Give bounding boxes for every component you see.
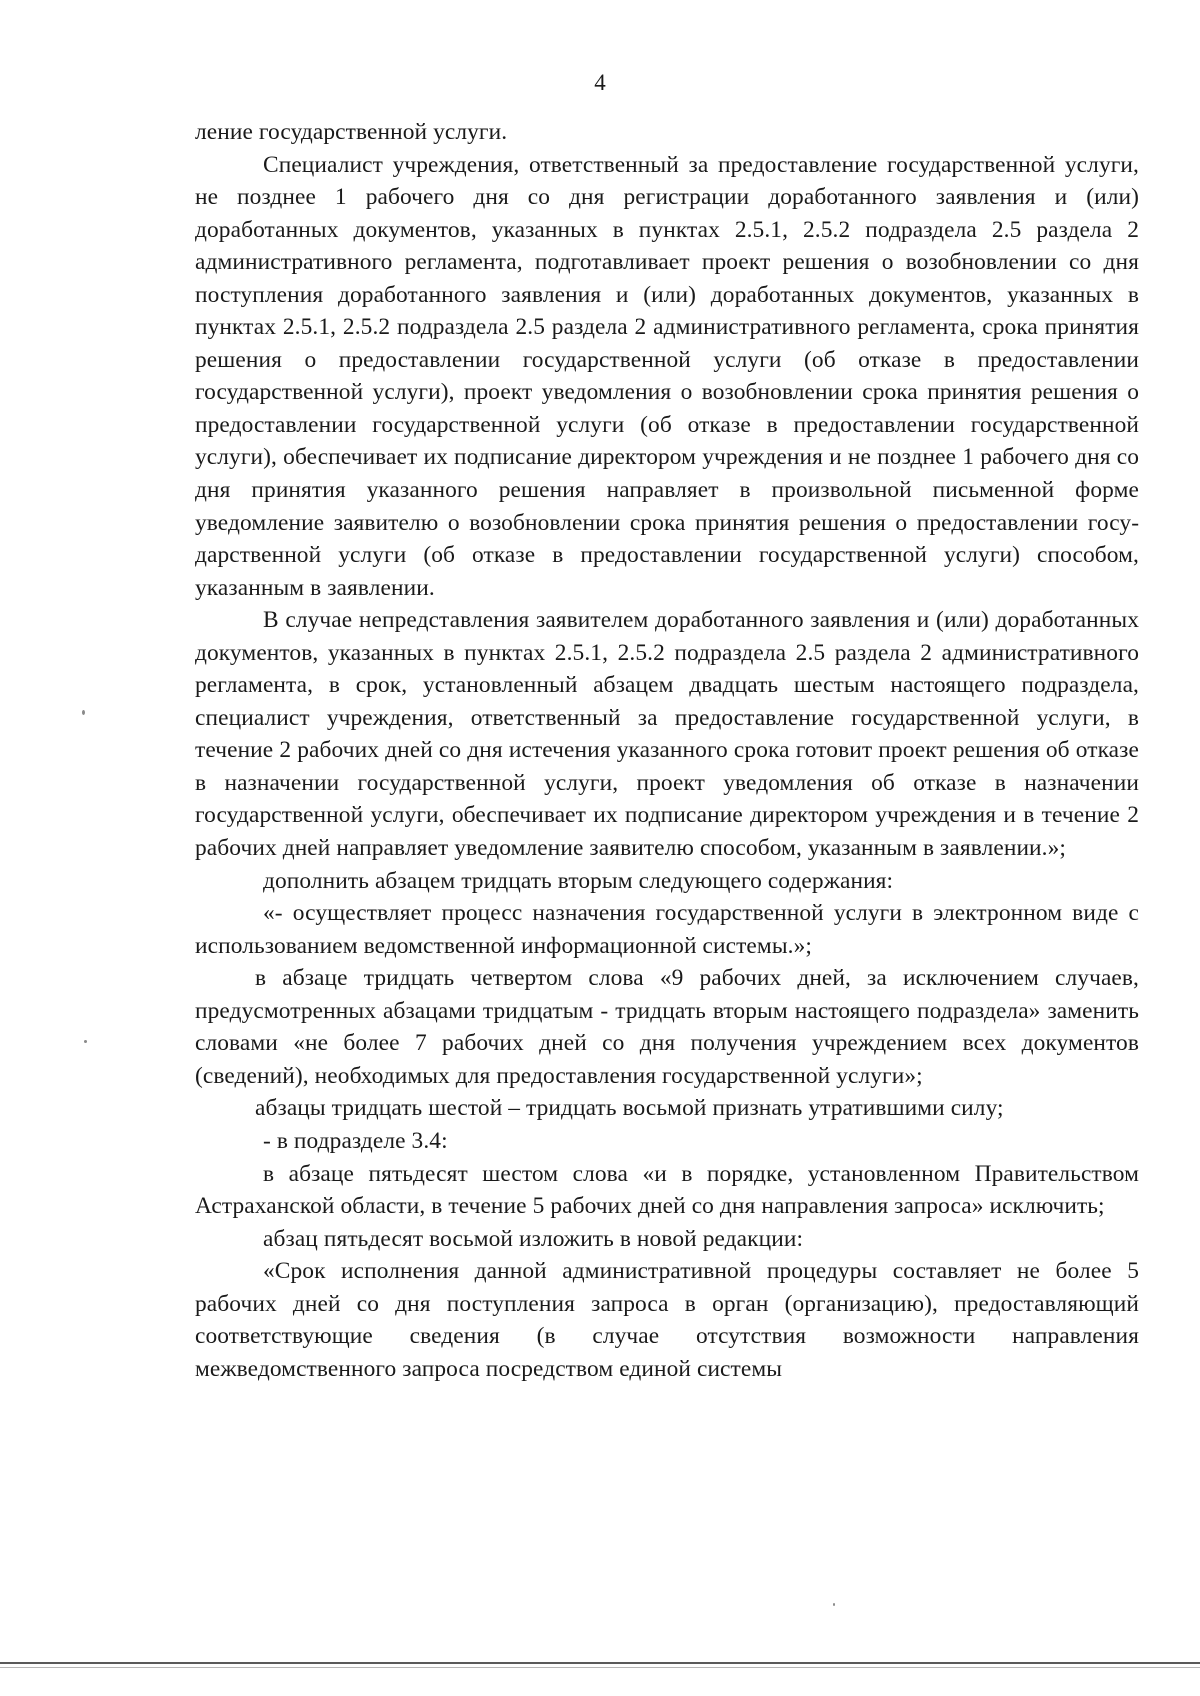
paragraph-clause-58-text: «Срок исполнения данной административной процедуры составляет не более 5 рабочих дней со дня поступления запроса в орган (организацию), предоставляющий соответствующие сведения (в случае отсутствия возможности направления межведомственного запроса посредством единой системы [195,1258,1139,1382]
paragraph-clause-56: в абзаце пятьдесят шестом слова «и в порядке, установленном Правительством Астраханской области, в течение 5 рабочих дней со дня направления запроса» исключить; [195,1160,1139,1220]
paragraph-continuation: ление государственной услуги. [195,119,508,145]
document-body [195,116,1139,1385]
paragraph-non-submission: В случае непредставления заявителем доработанного заявления и (или) доработанных документов, указанных в пунктах 2.5.1, 2.5.2 подраздела 2.5 раздела 2 административного регламента, в срок, установленный абзацем двадцать шестым настоящего подраздела, специалист учреждения, ответственный за предоставление государственной услуги, в течение 2 рабочих дней со дня истечения указанного срока готовит проект решения об отказе в назначении государственной услуги, проект уведомления об отказе в назначении государственной услуги, обеспечивает их подписание директором учреждения и в течение 2 рабочих дней направляет уведомление заявителю способом, указанным в заявлении.»; [195,607,1139,862]
scan-speck [84,1040,87,1043]
paragraph-specialist-resumption: Специалист учреждения, ответственный за предоставление государственной услуги, не позднее 1 рабочего дня со дня регистрации доработанного заявления и (или) доработанных документов, указанных в пунктах 2.5.1, 2.5.2 подраздела 2.5 раздела 2 административного регламента, подготавливает проект решения о возобновлении со дня поступления доработанного заявления и (или) доработанных документов, указанных в пунктах 2.5.1, 2.5.2 подраздела 2.5 раздела 2 административного регламента, срока принятия решения о предоставлении государственной услуги (об отказе в предоставлении государственной услуги), проект уведомления о возобновлении срока принятия решения о предоставлении государственной услуги (об отказе в предоставлении государственной услуги), обеспечивает их подписание директором учреждения и не позднее 1 рабочего дня со дня принятия указанного решения направляет в произвольной письменной форме уведомление заявителю о возобновлении срока принятия решения о предоставлении государственной услуги (об отказе в предоставлении государственной услуги) способом, указанным в заявлении. [195,151,1139,601]
paragraph-add-clause-32: дополнить абзацем тридцать вторым следующего содержания: [263,867,894,894]
paragraph-clauses-36-38: абзацы тридцать шестой – тридцать восьмой признать утратившими силу; [255,1095,1004,1122]
paragraph-clause-34: в абзаце тридцать четвертом слова «9 рабочих дней, за исключением случаев, предусмотренных абзацами тридцатым - тридцать вторым настоящего подраздела» заменить словами «не более 7 рабочих дней со дня получения учреждением всех документов (сведений), необходимых для предоставления государственной услуги»; [195,965,1139,1089]
paragraph-clause-32-text: «- осуществляет процесс назначения государственной услуги в электронном виде с использованием ведомственной информационной системы.»; [195,900,1139,959]
paragraph-subsection-3-4: - в подразделе 3.4: [263,1127,448,1154]
scan-speck [82,710,85,715]
page-number: 4 [594,70,606,95]
scan-speck [833,1603,835,1606]
scan-bottom-edge [0,1662,1200,1664]
scan-bottom-edge-shadow [0,1667,1200,1668]
paragraph-clause-58-intro: абзац пятьдесят восьмой изложить в новой редакции: [263,1225,804,1252]
